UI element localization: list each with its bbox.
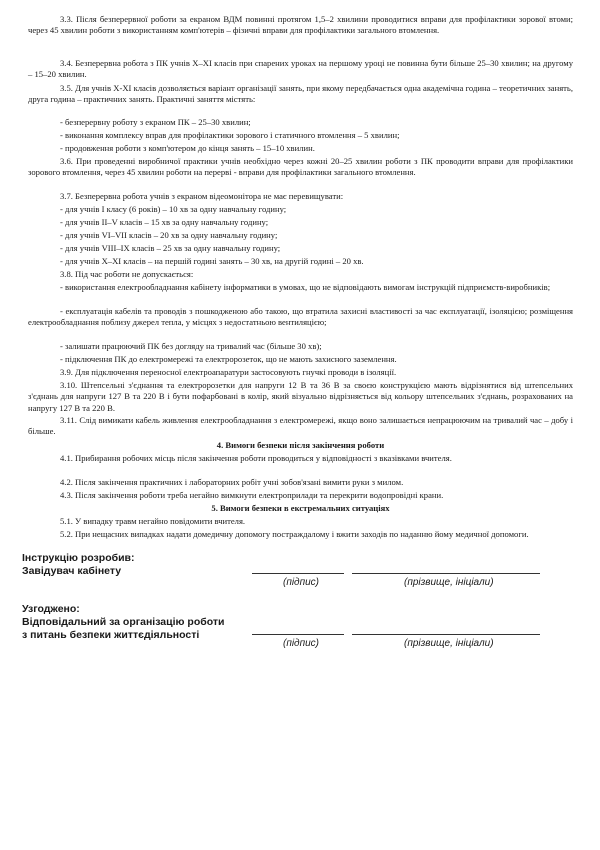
paragraph-4-1: 4.1. Прибирання робочих місць після закінчення роботи проводиться у відповідності з вказівками вчителя. xyxy=(60,453,452,463)
paragraph-3-8-c: - залишати працюючий ПК без догляду на тривалий час (більше 30 хв); xyxy=(60,341,322,351)
name-line xyxy=(352,573,540,574)
paragraph-3-8: 3.8. Під час роботи не допускається: xyxy=(60,269,194,279)
name-caption: (прізвище, ініціали) xyxy=(404,577,494,588)
paragraph-5-2: 5.2. При нещасних випадках надати домедичну допомогу постраждалому і вжити заходів по наданню йому медичної допомоги. xyxy=(60,529,529,539)
signature-line xyxy=(252,634,344,635)
life-safety-label: з питань безпеки життєдіяльності xyxy=(22,629,200,641)
list-item: - для учнів VI–VII класів – 20 хв за одну навчальну годину; xyxy=(60,230,278,240)
signature-caption: (підпис) xyxy=(283,638,319,649)
list-item: - виконання комплексу вправ для профілактики зорового і статичного втомлення – 5 хвилин; xyxy=(60,130,400,140)
paragraph-3-8-a: - використання електрообладнання кабінету інформатики в умовах, що не відповідають вимогам інструкцій підприємств-виробників; xyxy=(60,282,551,292)
list-item: - для учнів II–V класів – 15 хв за одну навчальну годину; xyxy=(60,217,269,227)
paragraph-3-9: 3.9. Для підключення переносної електроапаратури застосовують гнучкі проводи в ізоляції. xyxy=(60,367,397,377)
list-item: - продовження роботи з комп'ютером до кінця занять – 15–10 хвилин. xyxy=(60,143,315,153)
agreed-label: Узгоджено: xyxy=(22,603,80,615)
paragraph-3-3: 3.3. Після безперервної роботи за екраном ВДМ повинні протягом 1,5–2 хвилини проводитися вправи для профілактики зорової втоми; через 45 хвилин роботи з використанням комп'ютерів – фізичні вправи для профілактики загального втомлення. xyxy=(28,14,573,36)
paragraph-3-8-d: - підключення ПК до електромережі та електророзеток, що не мають захисного заземлення. xyxy=(60,354,397,364)
paragraph-5-1: 5.1. У випадку травм негайно повідомити вчителя. xyxy=(60,516,246,526)
paragraph-3-5: 3.5. Для учнів X-XI класів дозволяється варіант організації занять, при якому передбачається одна академічна година – теоретичних занять, друга година – практичних занять. Практичні заняття містять: xyxy=(28,83,573,105)
name-line xyxy=(352,634,540,635)
paragraph-3-11: 3.11. Слід вимикати кабель живлення електрообладнання з електромережі, якщо воно залишається непрацюючим на тривалий час – добу і більше. xyxy=(28,415,573,437)
paragraph-3-6: 3.6. При проведенні виробничої практики учнів необхідно через кожні 20–25 хвилин роботи з ПК проводити вправи для профілактики зорового втомлення, через 45 хвилин роботи на перерві - вправи для профілактики загального втомлення. xyxy=(28,156,573,178)
section-heading-5: 5. Вимоги безпеки в екстремальних ситуаціях xyxy=(211,503,390,513)
paragraph-4-3: 4.3. Після закінчення роботи треба негайно вимкнути електроприлади та перекрити водопровідні крани. xyxy=(60,490,444,500)
paragraph-3-10: 3.10. Штепсельні з'єднання та електророзетки для напруги 12 В та 36 В за своєю конструкцією мають відрізнятися від штепсельних з'єднань для напруги 127 В та 220 В і бути пофарбовані в колір, який візуально відрізняється від кольору штепсельних з'єднань, розрахованих на напругу 127 В та 220 В. xyxy=(28,380,573,413)
responsible-person-label: Відповідальний за організацію роботи xyxy=(22,616,225,628)
paragraph-3-8-b: - експлуатація кабелів та проводів з пошкодженою або такою, що втратила захисні властивості за час експлуатації, ізоляцією; розміщення електрообладнання поблизу джерел тепла, у місцях з недостатньою вентиляцією; xyxy=(28,306,573,328)
developed-by-label: Інструкцію розробив: xyxy=(22,552,135,564)
paragraph-4-2: 4.2. Після закінчення практичних і лабораторних робіт учні зобов'язані вимити руки з милом. xyxy=(60,477,404,487)
list-item: - для учнів X–XI класів – на першій годині занять – 30 хв, на другій годині – 20 хв. xyxy=(60,256,364,266)
name-caption: (прізвище, ініціали) xyxy=(404,638,494,649)
head-of-cabinet-label: Завідувач кабінету xyxy=(22,565,122,577)
section-heading-4: 4. Вимоги безпеки після закінчення роботи xyxy=(216,440,385,450)
list-item: - для учнів I класу (6 років) – 10 хв за одну навчальну годину; xyxy=(60,204,287,214)
signature-line xyxy=(252,573,344,574)
list-item: - для учнів VIII–IX класів – 25 хв за одну навчальну годину; xyxy=(60,243,281,253)
signature-caption: (підпис) xyxy=(283,577,319,588)
paragraph-3-7: 3.7. Безперервна робота учнів з екраном відеомонітора не має перевищувати: xyxy=(60,191,344,201)
paragraph-3-4: 3.4. Безперервна робота з ПК учнів X–XI класів при спарених уроках на першому уроці не повинна бути більше 25–30 хвилин; на другому – 15–20 хвилин. xyxy=(28,58,573,80)
list-item: - безперервну роботу з екраном ПК – 25–30 хвилин; xyxy=(60,117,251,127)
